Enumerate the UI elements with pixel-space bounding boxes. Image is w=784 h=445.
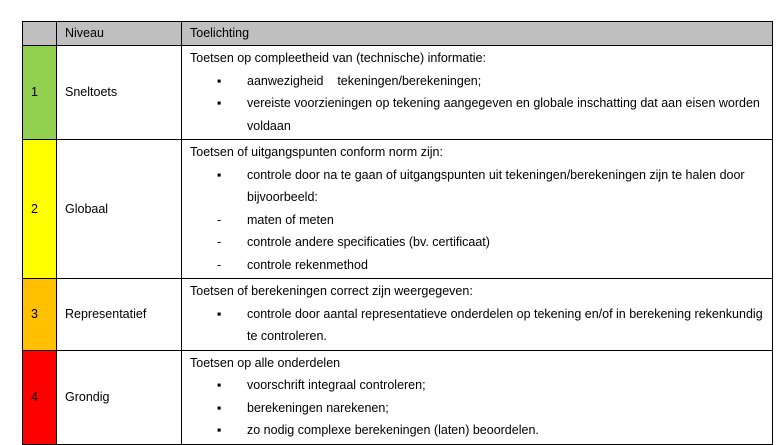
list-item-text: vereiste voorzieningen op tekening aangegeven en globale inschatting dat aan eisen worden voldaan <box>247 96 764 133</box>
dash-marker: - <box>217 212 222 227</box>
level-number: 2 <box>23 140 57 279</box>
list-item <box>190 254 764 277</box>
list-item <box>190 70 764 93</box>
list-item-text: controle door aantal representatieve onderdelen op tekening en/of in berekening rekenkundig te controleren. <box>247 306 767 343</box>
table-row <box>23 140 773 279</box>
explanation-intro: Toetsen op compleetheid van (technische) informatie: <box>190 51 486 65</box>
list-item <box>190 374 764 397</box>
level-number: 1 <box>23 46 57 140</box>
table-row <box>23 279 773 351</box>
bullet-marker: ▪ <box>217 378 222 392</box>
level-number: 3 <box>23 279 57 351</box>
bullet-marker: ▪ <box>217 167 222 182</box>
list-item <box>190 397 764 420</box>
list-item <box>190 92 764 137</box>
list-item-text: voorschrift integraal controleren; <box>247 378 426 392</box>
level-explanation <box>182 140 773 279</box>
header-number <box>23 22 57 46</box>
level-table <box>22 21 773 445</box>
list-item-text: aanwezigheid tekeningen/berekeningen; <box>247 73 482 88</box>
level-name: Grondig <box>57 350 182 444</box>
level-explanation <box>182 350 773 444</box>
header-toelichting: Toelichting <box>182 22 773 46</box>
explanation-intro: Toetsen of berekeningen correct zijn weergegeven: <box>190 284 473 298</box>
explanation-intro: Toetsen op alle onderdelen <box>190 355 341 370</box>
level-explanation <box>182 279 773 351</box>
level-number: 4 <box>23 350 57 444</box>
table-row <box>23 46 773 140</box>
bullet-marker: ▪ <box>217 96 222 110</box>
list-item-text: controle rekenmethod <box>247 257 368 272</box>
bullet-marker: ▪ <box>217 423 222 437</box>
list-item-text: zo nodig complexe berekeningen (laten) beoordelen. <box>247 423 539 437</box>
explanation-intro: Toetsen of uitgangspunten conform norm zijn: <box>190 145 443 159</box>
bullet-marker: ▪ <box>217 73 222 88</box>
list-item <box>190 419 764 442</box>
bullet-marker: ▪ <box>217 306 222 321</box>
list-item <box>190 164 764 209</box>
list-item <box>190 303 767 348</box>
list-item-text: berekeningen narekenen; <box>247 400 389 415</box>
level-name: Globaal <box>57 140 182 279</box>
level-name: Representatief <box>57 279 182 351</box>
bullet-marker: ▪ <box>217 400 222 415</box>
list-item-text: controle andere specificaties (bv. certificaat) <box>247 235 490 249</box>
level-explanation <box>182 46 773 140</box>
level-name: Sneltoets <box>57 46 182 140</box>
table-row <box>23 350 773 444</box>
header-niveau: Niveau <box>57 22 182 46</box>
dash-marker: - <box>217 235 222 249</box>
list-item <box>190 209 764 232</box>
header-row <box>23 22 773 46</box>
list-item-text: maten of meten <box>247 212 334 227</box>
list-item <box>190 231 764 254</box>
list-item-text: controle door na te gaan of uitgangspunten uit tekeningen/berekeningen zijn te halen door bijvoorbeeld: <box>247 167 749 204</box>
dash-marker: - <box>217 257 222 272</box>
